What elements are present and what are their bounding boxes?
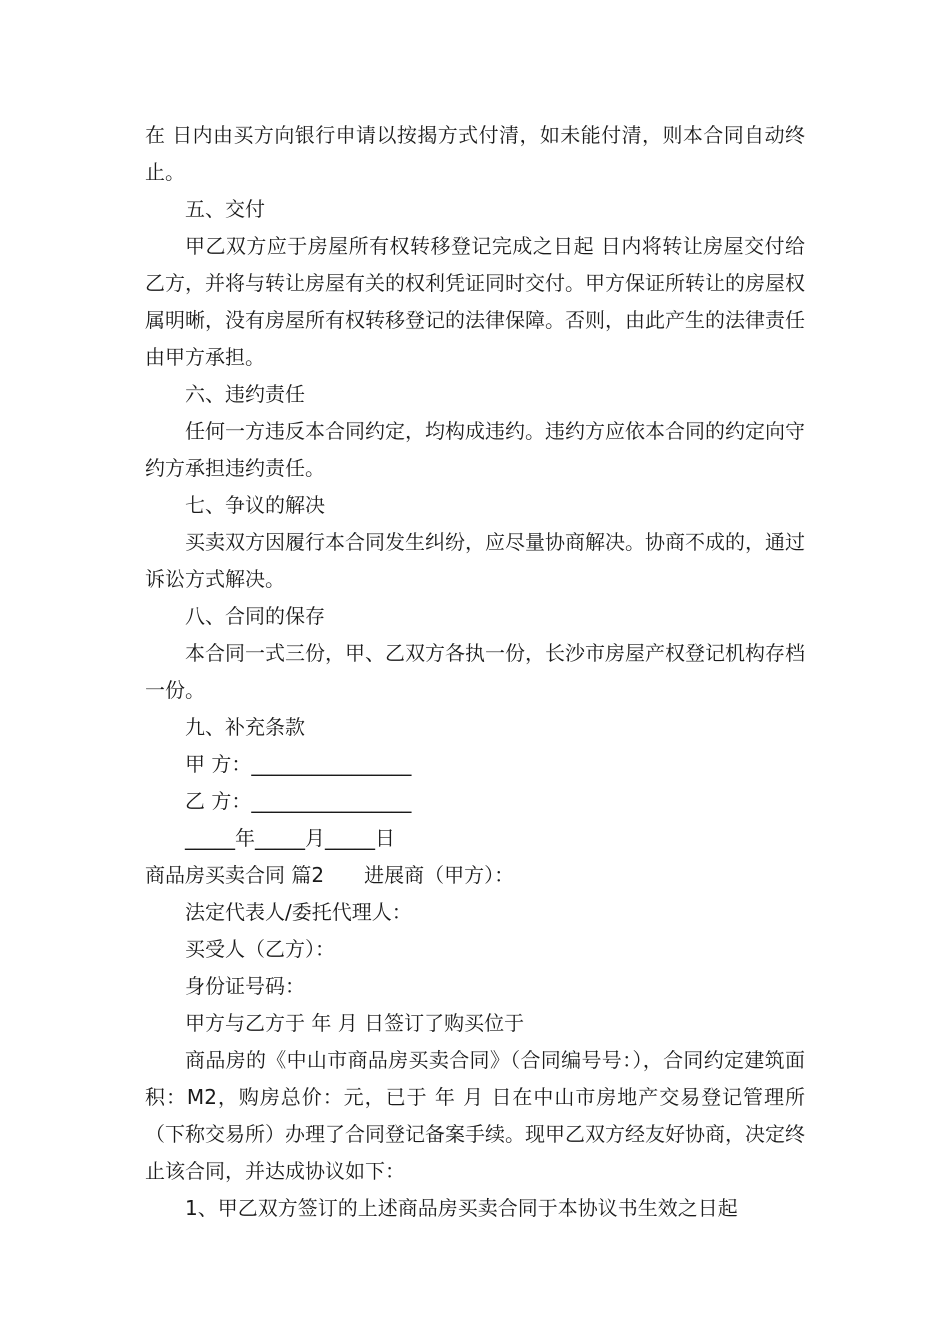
paragraph: 在 日内由买方向银行申请以按揭方式付清，如未能付清，则本合同自动终止。 [145, 123, 805, 184]
section2-party-a: 进展商（甲方）： [364, 863, 515, 887]
section-heading-dispute: 七、争议的解决 [185, 493, 325, 517]
section-heading-supplement: 九、补充条款 [185, 715, 305, 739]
paragraph: 甲方与乙方于 年 月 日签订了购买位于 [185, 1011, 525, 1035]
party-a-signature-line: 甲 方：________________ [185, 752, 412, 776]
section-heading-delivery: 五、交付 [185, 197, 265, 221]
paragraph: 买卖双方因履行本合同发生纠纷，应尽量协商解决。协商不成的，通过诉讼方式解决。 [145, 530, 805, 591]
paragraph: 本合同一式三份，甲、乙双方各执一份，长沙市房屋产权登记机构存档一份。 [145, 641, 805, 702]
document-body [145, 117, 805, 1227]
section2-title: 商品房买卖合同 篇2 [145, 863, 325, 887]
paragraph: 法定代表人/委托代理人： [185, 900, 412, 924]
paragraph: 1、甲乙双方签订的上述商品房买卖合同于本协议书生效之日起 [185, 1196, 738, 1220]
paragraph: 任何一方违反本合同约定，均构成违约。违约方应依本合同的约定向守约方承担违约责任。 [145, 419, 805, 480]
paragraph: 身份证号码： [185, 974, 305, 998]
section2-title-line [145, 857, 805, 894]
paragraph: 商品房的《中山市商品房买卖合同》（合同编号号：），合同约定建筑面积：M2，购房总价：元，已于 年 月 日在中山市房地产交易登记管理所（下称交易所）办理了合同登记备案手续。现甲乙双方经友好协商，决定终止该合同，并达成协议如下： [145, 1048, 805, 1183]
party-b-signature-line: 乙 方：________________ [185, 789, 412, 813]
section-heading-breach: 六、违约责任 [185, 382, 305, 406]
paragraph: 买受人（乙方）： [185, 937, 335, 961]
paragraph: 甲乙双方应于房屋所有权转移登记完成之日起 日内将转让房屋交付给乙方，并将与转让房屋有关的权利凭证同时交付。甲方保证所转让的房屋权属明晰，没有房屋所有权转移登记的法律保障。否则，由此产生的法律责任由甲方承担。 [145, 234, 805, 369]
date-line: _____年_____月_____日 [185, 826, 395, 850]
section-heading-storage: 八、合同的保存 [185, 604, 325, 628]
